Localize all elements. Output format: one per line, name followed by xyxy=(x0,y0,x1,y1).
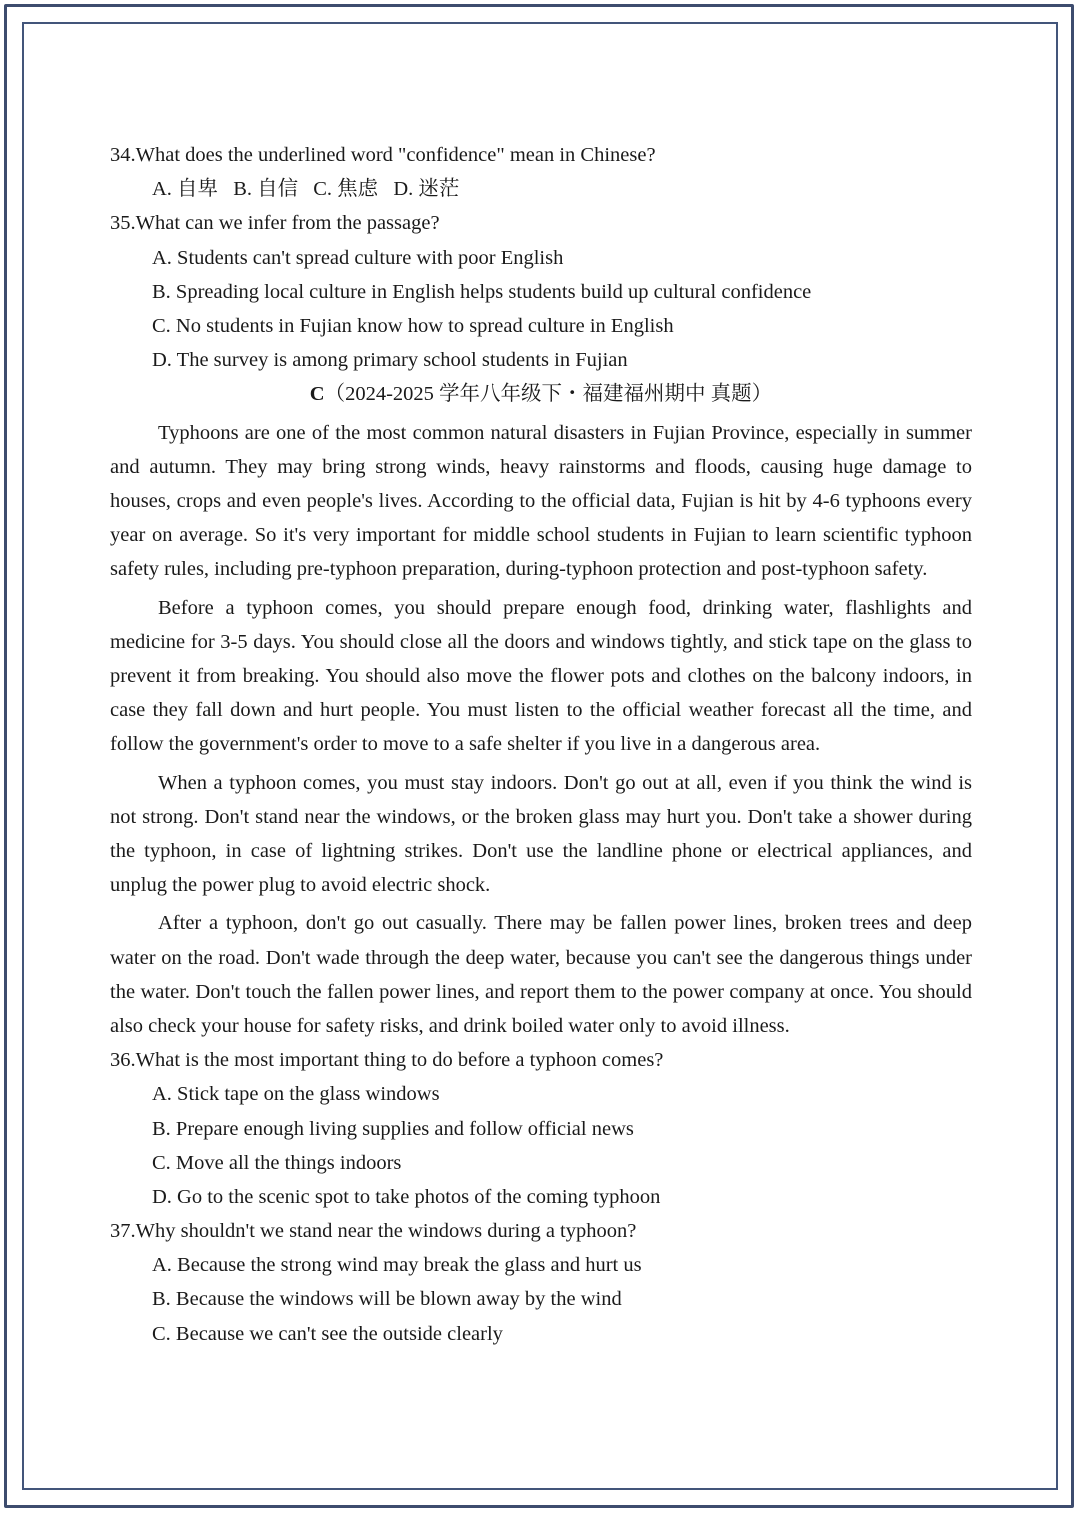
exam-page-content xyxy=(110,138,972,1351)
question-37 xyxy=(110,1214,972,1351)
question-34-stem: 34.What does the underlined word "confidence" mean in Chinese? xyxy=(110,144,656,166)
option-a: A. Students can't spread culture with poor English xyxy=(152,246,564,269)
section-letter: C xyxy=(309,383,325,406)
question-34-options xyxy=(110,172,972,206)
option-a: A. Because the strong wind may break the glass and hurt us xyxy=(152,1254,642,1277)
option-a: A. 自卑 xyxy=(152,178,219,201)
question-36-stem: 36.What is the most important thing to do before a typhoon comes? xyxy=(110,1049,664,1072)
question-34 xyxy=(110,138,972,206)
question-35 xyxy=(110,206,972,377)
option-c: C. 焦虑 xyxy=(313,178,379,201)
passage-paragraph-3: When a typhoon comes, you must stay indoors. Don't go out at all, even if you think the wind is not strong. Don't stand near the windows, or the broken glass may hurt you. Don't take a shower during the typhoon, in case of lightning strikes. Don't use the landline phone or electrical appliances, and unplug the power plug to avoid electric shock. xyxy=(110,771,972,897)
option-d: D. Go to the scenic spot to take photos of the coming typhoon xyxy=(152,1185,661,1208)
passage-paragraph-4: After a typhoon, don't go out casually. There may be fallen power lines, broken trees and deep water on the road. Don't wade through the deep water, because you can't see the dangerous things under the water. Don't touch the fallen power lines, and report them to the power company at once. You should also check your house for safety risks, and drink boiled water only to avoid illness. xyxy=(110,912,972,1037)
option-b: B. Spreading local culture in English helps students build up cultural confidence xyxy=(152,280,812,303)
section-heading xyxy=(110,377,972,411)
option-b: B. Because the windows will be blown away by the wind xyxy=(152,1288,622,1311)
passage-paragraph-1: Typhoons are one of the most common natural disasters in Fujian Province, especially in summer and autumn. They may bring strong winds, heavy rainstorms and floods, causing huge damage to houses, crops and even people's lives. According to the official data, Fujian is hit by 4-6 typhoons every year on average. So it's very important for middle school students in Fujian to learn scientific typhoon safety rules, including pre-typhoon preparation, during-typhoon protection and post-typhoon safety. xyxy=(110,421,972,581)
question-35-stem: 35.What can we infer from the passage? xyxy=(110,212,440,235)
section-source: （2024-2025 学年八年级下・福建福州期中 真题） xyxy=(324,383,773,406)
option-c: C. No students in Fujian know how to spread culture in English xyxy=(152,314,674,337)
option-d: D. 迷茫 xyxy=(393,178,460,201)
question-36 xyxy=(110,1043,972,1214)
option-c: C. Move all the things indoors xyxy=(152,1151,402,1174)
passage-paragraph-2: Before a typhoon comes, you should prepare enough food, drinking water, flashlights and medicine for 3-5 days. You should close all the doors and windows tightly, and stick tape on the glass to prevent it from breaking. You should also move the flower pots and clothes on the balcony indoors, in case they fall down and hurt people. You must listen to the official weather forecast all the time, and follow the government's order to move to a safe shelter if you live in a dangerous area. xyxy=(110,596,972,756)
reading-passage xyxy=(110,416,972,1044)
option-b: B. Prepare enough living supplies and follow official news xyxy=(152,1117,634,1140)
question-37-stem: 37.Why shouldn't we stand near the windows during a typhoon? xyxy=(110,1220,637,1243)
option-a: A. Stick tape on the glass windows xyxy=(152,1083,440,1106)
option-c: C. Because we can't see the outside clearly xyxy=(152,1322,503,1345)
option-b: B. 自信 xyxy=(233,178,299,201)
option-d: D. The survey is among primary school students in Fujian xyxy=(152,349,628,372)
